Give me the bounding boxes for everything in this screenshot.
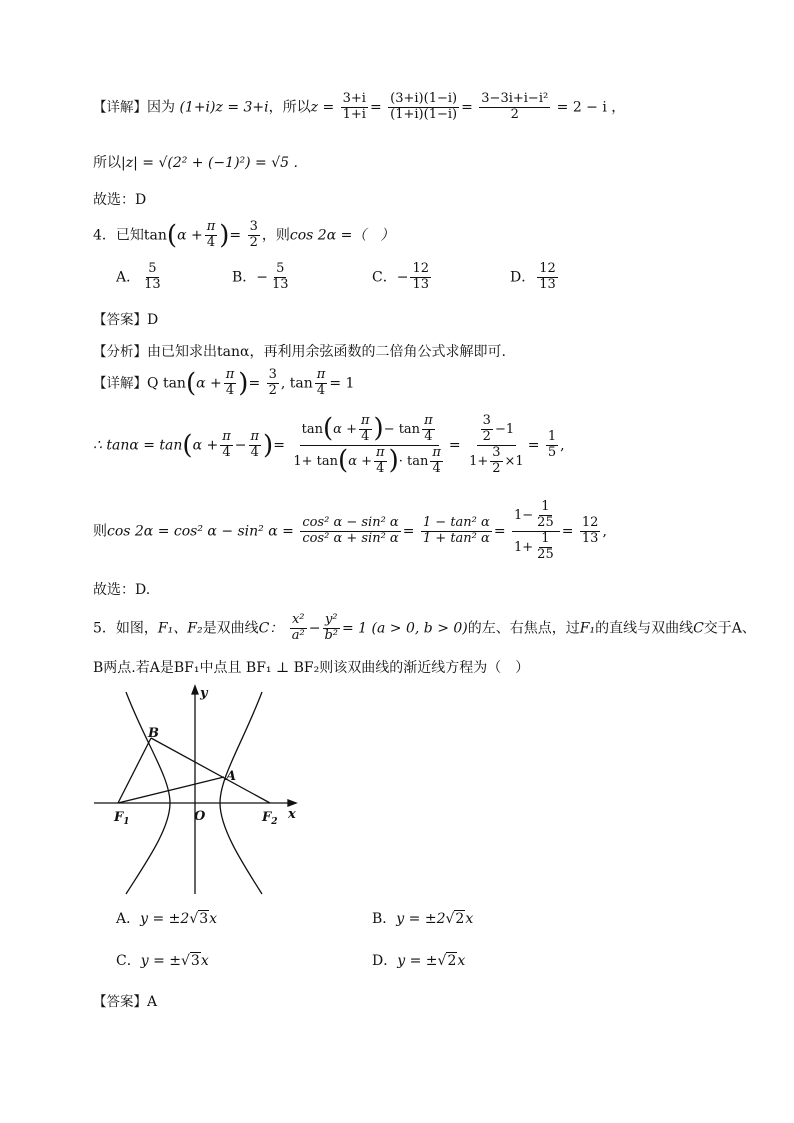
x-axis-label: x <box>288 807 296 822</box>
x-axis-arrow <box>288 800 296 806</box>
q4-choice: 故选：D. <box>93 582 151 598</box>
equation: (1+i)z = 3+i <box>179 99 269 116</box>
q3-choice: 故选：D <box>93 192 147 208</box>
q5-option-a: A．y = ±2√3x <box>116 911 218 927</box>
q5-stem-line2: B两点.若A是BF₁中点且 BF₁ ⊥ BF₂则该双曲线的渐近线方程为（ ） <box>93 660 530 676</box>
text: α + <box>177 227 203 244</box>
fraction: $\frac{\text{3−3i+i−i²}}{2}$ <box>481 91 549 122</box>
y-axis-arrow <box>192 686 198 694</box>
fraction: $\frac{(3+i)(1-i)}{(1+i)(1-i)}$ <box>390 91 458 122</box>
y-axis-label: y <box>200 686 208 701</box>
q4-option-c: C．− $\frac{12}{13}$ <box>372 261 429 292</box>
q4-detail-line2: ∴ tanα = tan(α + $\frac{\pi}{4}$ − $\frac{\pi}{4}$ )= tan(α + $\frac{\pi}{4}$ )− tan $\frac{\pi}{4}$ 1+ tan(α + $\frac{\pi}{4}$ )· tan $\frac{\pi}{4}$ = $\frac{3}{2}$ −1 1+ $\frac{3}{2}$ ×1 = $\frac{1}{5}$ , <box>93 413 565 476</box>
fraction: $\frac{3+i}{1+i}$ <box>342 91 366 122</box>
f2-label: $F_2$ <box>262 810 278 827</box>
q5-option-b: B．y = ±2√2x <box>372 911 474 927</box>
text: cos 2α =（ ） <box>289 227 395 244</box>
text: 因为 <box>147 99 175 116</box>
hyperbola-left-branch <box>126 692 170 894</box>
hyperbola-right-branch <box>220 692 262 894</box>
text: ，所以 <box>268 99 311 116</box>
q4-detail-line3: 则cos 2α = cos² α − sin² α = $\frac{\text{cos² α − sin² α}}{\text{cos² α + sin² α}}$ = $\frac{\text{1 − tan² α}}{\text{1 + tan² α}}$ = 1− $\frac{1}{25}$ 1+ $\frac{1}{25}$ = $\frac{12}{13}$ , <box>93 499 607 562</box>
f1-label: $F_1$ <box>114 810 130 827</box>
q3-detail-line1: 【详解】因为 (1+i)z = 3+i，所以z = $\frac{3+i}{1+i}$ = $\frac{(3+i)(1-i)}{(1+i)(1-i)}$ = $\frac{\text{3−3i+i−i²}}{2}$ = 2 − i ， <box>93 91 626 122</box>
q4-option-d: D． $\frac{12}{13}$ <box>510 261 556 292</box>
point-b-label: B <box>148 726 159 741</box>
q4-detail-line1: 【详解】Q tan(α + $\frac{\pi}{4}$ )= $\frac{3}{2}$ , tan $\frac{\pi}{4}$ = 1 <box>93 367 355 399</box>
q4-answer: 【答案】D <box>93 312 159 328</box>
q4-option-b: B．− $\frac{5}{13}$ <box>232 261 289 292</box>
hyperbola-figure <box>90 682 310 897</box>
equation: z = <box>310 99 335 116</box>
detail-tag: 【详解】 <box>93 99 147 116</box>
q5-option-c: C．y = ±√3x <box>116 953 209 969</box>
big-fraction: $\frac{3}{2}$ −1 1+ $\frac{3}{2}$ ×1 <box>469 413 524 476</box>
origin-label: O <box>194 809 206 824</box>
text: tan <box>143 227 167 244</box>
modulus-equation: |z| = √(2² + (−1)²) = √5 . <box>121 155 298 171</box>
fraction: $\frac{\pi}{4}$ <box>206 219 216 250</box>
segment-f1-b <box>118 738 151 803</box>
q4-option-a: A． $\frac{5}{13}$ <box>116 261 161 292</box>
fraction: $\frac{3}{2}$ <box>249 219 258 250</box>
text: 所以 <box>93 155 121 171</box>
q5-option-d: D．y = ±√2x <box>372 953 466 969</box>
result: = 2 − i ， <box>556 99 626 116</box>
q4-analysis: 【分析】由已知求出tanα，再利用余弦函数的二倍角公式求解即可. <box>93 344 506 360</box>
q5-answer: 【答案】A <box>93 994 158 1010</box>
q4-stem: 4．已知tan(α + $\frac{\pi}{4}$ )= $\frac{3}{2}$ ，则cos 2α =（ ） <box>93 219 395 251</box>
q3-detail-line2 <box>93 152 298 172</box>
q5-stem-line1: 5．如图，F₁、F₂是双曲线C： $\frac{\text{x²}}{\text{a²}}$ − $\frac{\text{y²}}{\text{b²}}$ = 1 (a > 0, b > 0)的左、右焦点，过F₁的直线与双曲线C交于A、 <box>93 612 756 643</box>
text: 4．已知 <box>93 227 144 244</box>
segment-f1-a <box>118 777 224 803</box>
big-fraction: tan(α + $\frac{\pi}{4}$ )− tan $\frac{\pi}{4}$ 1+ tan(α + $\frac{\pi}{4}$ )· tan $\frac{\pi}{4}$ <box>293 413 441 476</box>
text: ，则 <box>261 227 290 244</box>
point-a-label: A <box>226 769 237 784</box>
